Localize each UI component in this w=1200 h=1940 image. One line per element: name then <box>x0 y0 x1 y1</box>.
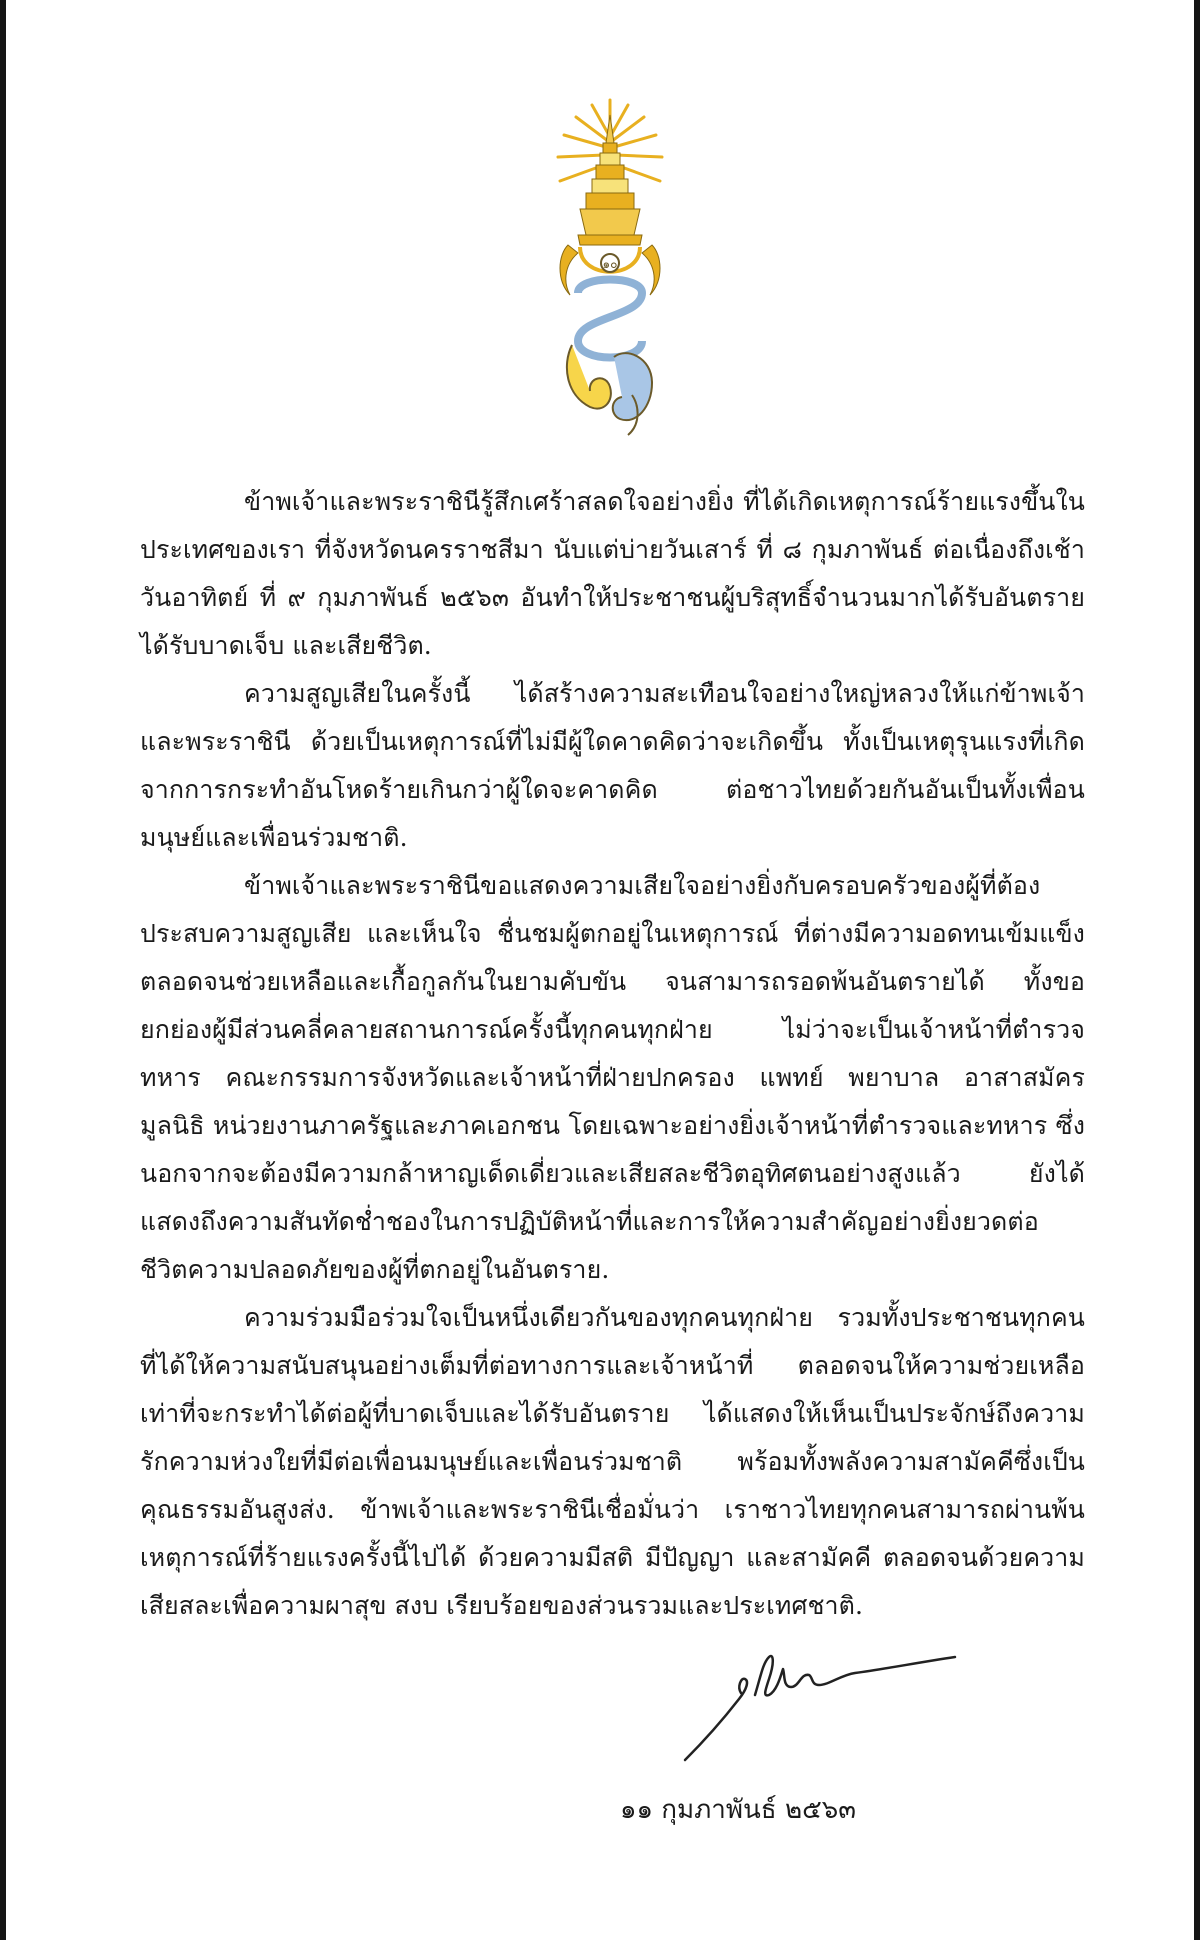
svg-text:๑๐: ๑๐ <box>602 257 618 271</box>
left-border-line <box>0 0 6 1940</box>
right-border-line <box>1194 0 1200 1940</box>
emblem-crown <box>578 115 642 245</box>
letter-paragraph: ความสูญเสียในครั้งนี้ ได้สร้างความสะเทือนใจอย่างใหญ่หลวงให้แก่ข้าพเจ้าและพระราชินี ด้วยเป็นเหตุการณ์ที่ไม่มีผู้ใดคาดคิดว่าจะเกิดขึ้น ทั้งเป็นเหตุรุนแรงที่เกิดจากการกระทำอันโหดร้ายเกินกว่าผู้ใดจะคาดคิด ต่อชาวไทยด้วยกันอันเป็นทั้งเพื่อนมนุษย์และเพื่อนร่วมชาติ. <box>140 679 1085 852</box>
letter-paragraph: ความร่วมมือร่วมใจเป็นหนึ่งเดียวกันของทุกคนทุกฝ่าย รวมทั้งประชาชนทุกคนที่ได้ให้ความสนับสนุนอย่างเต็มที่ต่อทางการและเจ้าหน้าที่ ตลอดจนให้ความช่วยเหลือเท่าที่จะกระทำได้ต่อผู้ที่บาดเจ็บและได้รับอันตราย ได้แสดงให้เห็นเป็นประจักษ์ถึงความรักความห่วงใยที่มีต่อเพื่อนมนุษย์และเพื่อนร่วมชาติ พร้อมทั้งพลังความสามัคคีซึ่งเป็นคุณธรรมอันสูงส่ง. ข้าพเจ้าและพระราชินีเชื่อมั่นว่า เราชาวไทยทุกคนสามารถผ่านพ้นเหตุการณ์ที่ร้ายแรงครั้งนี้ไปได้ ด้วยความมีสติ มีปัญญา และสามัคคี ตลอดจนด้วยความเสียสละเพื่อความผาสุข สงบ เรียบร้อยของส่วนรวมและประเทศชาติ. <box>140 1303 1085 1620</box>
letter-paragraph: ข้าพเจ้าและพระราชินีรู้สึกเศร้าสลดใจอย่างยิ่ง ที่ได้เกิดเหตุการณ์ร้ายแรงขึ้นในประเทศของเรา ที่จังหวัดนครราชสีมา นับแต่บ่ายวันเสาร์ ที่ ๘ กุมภาพันธ์ ต่อเนื่องถึงเช้าวันอาทิตย์ ที่ ๙ กุมภาพันธ์ ๒๕๖๓ อันทำให้ประชาชนผู้บริสุทธิ์จำนวนมากได้รับอันตราย ได้รับบาดเจ็บ และเสียชีวิต. <box>140 487 1085 660</box>
handwritten-signature <box>665 1635 1030 1775</box>
letter-body <box>140 478 1085 1630</box>
letter-date: ๑๑ กุมภาพันธ์ ๒๕๖๓ <box>620 1795 857 1825</box>
royal-cypher-emblem <box>540 95 680 445</box>
letter-paragraph: ข้าพเจ้าและพระราชินีขอแสดงความเสียใจอย่างยิ่งกับครอบครัวของผู้ที่ต้องประสบความสูญเสีย และเห็นใจ ชื่นชมผู้ตกอยู่ในเหตุการณ์ ที่ต่างมีความอดทนเข้มแข็ง ตลอดจนช่วยเหลือและเกื้อกูลกันในยามคับขัน จนสามารถรอดพ้นอันตรายได้ ทั้งขอยกย่องผู้มีส่วนคลี่คลายสถานการณ์ครั้งนี้ทุกคนทุกฝ่าย ไม่ว่าจะเป็นเจ้าหน้าที่ตำรวจ ทหาร คณะกรรมการจังหวัดและเจ้าหน้าที่ฝ่ายปกครอง แพทย์ พยาบาล อาสาสมัคร มูลนิธิ หน่วยงานภาครัฐและภาคเอกชน โดยเฉพาะอย่างยิ่งเจ้าหน้าที่ตำรวจและทหาร ซึ่งนอกจากจะต้องมีความกล้าหาญเด็ดเดี่ยวและเสียสละชีวิตอุทิศตนอย่างสูงแล้ว ยังได้แสดงถึงความสันทัดช่ำชองในการปฏิบัติหน้าที่และการให้ความสำคัญอย่างยิ่งยวดต่อชีวิตความปลอดภัยของผู้ที่ตกอยู่ในอันตราย. <box>140 871 1085 1284</box>
emblem-cypher <box>567 247 652 435</box>
